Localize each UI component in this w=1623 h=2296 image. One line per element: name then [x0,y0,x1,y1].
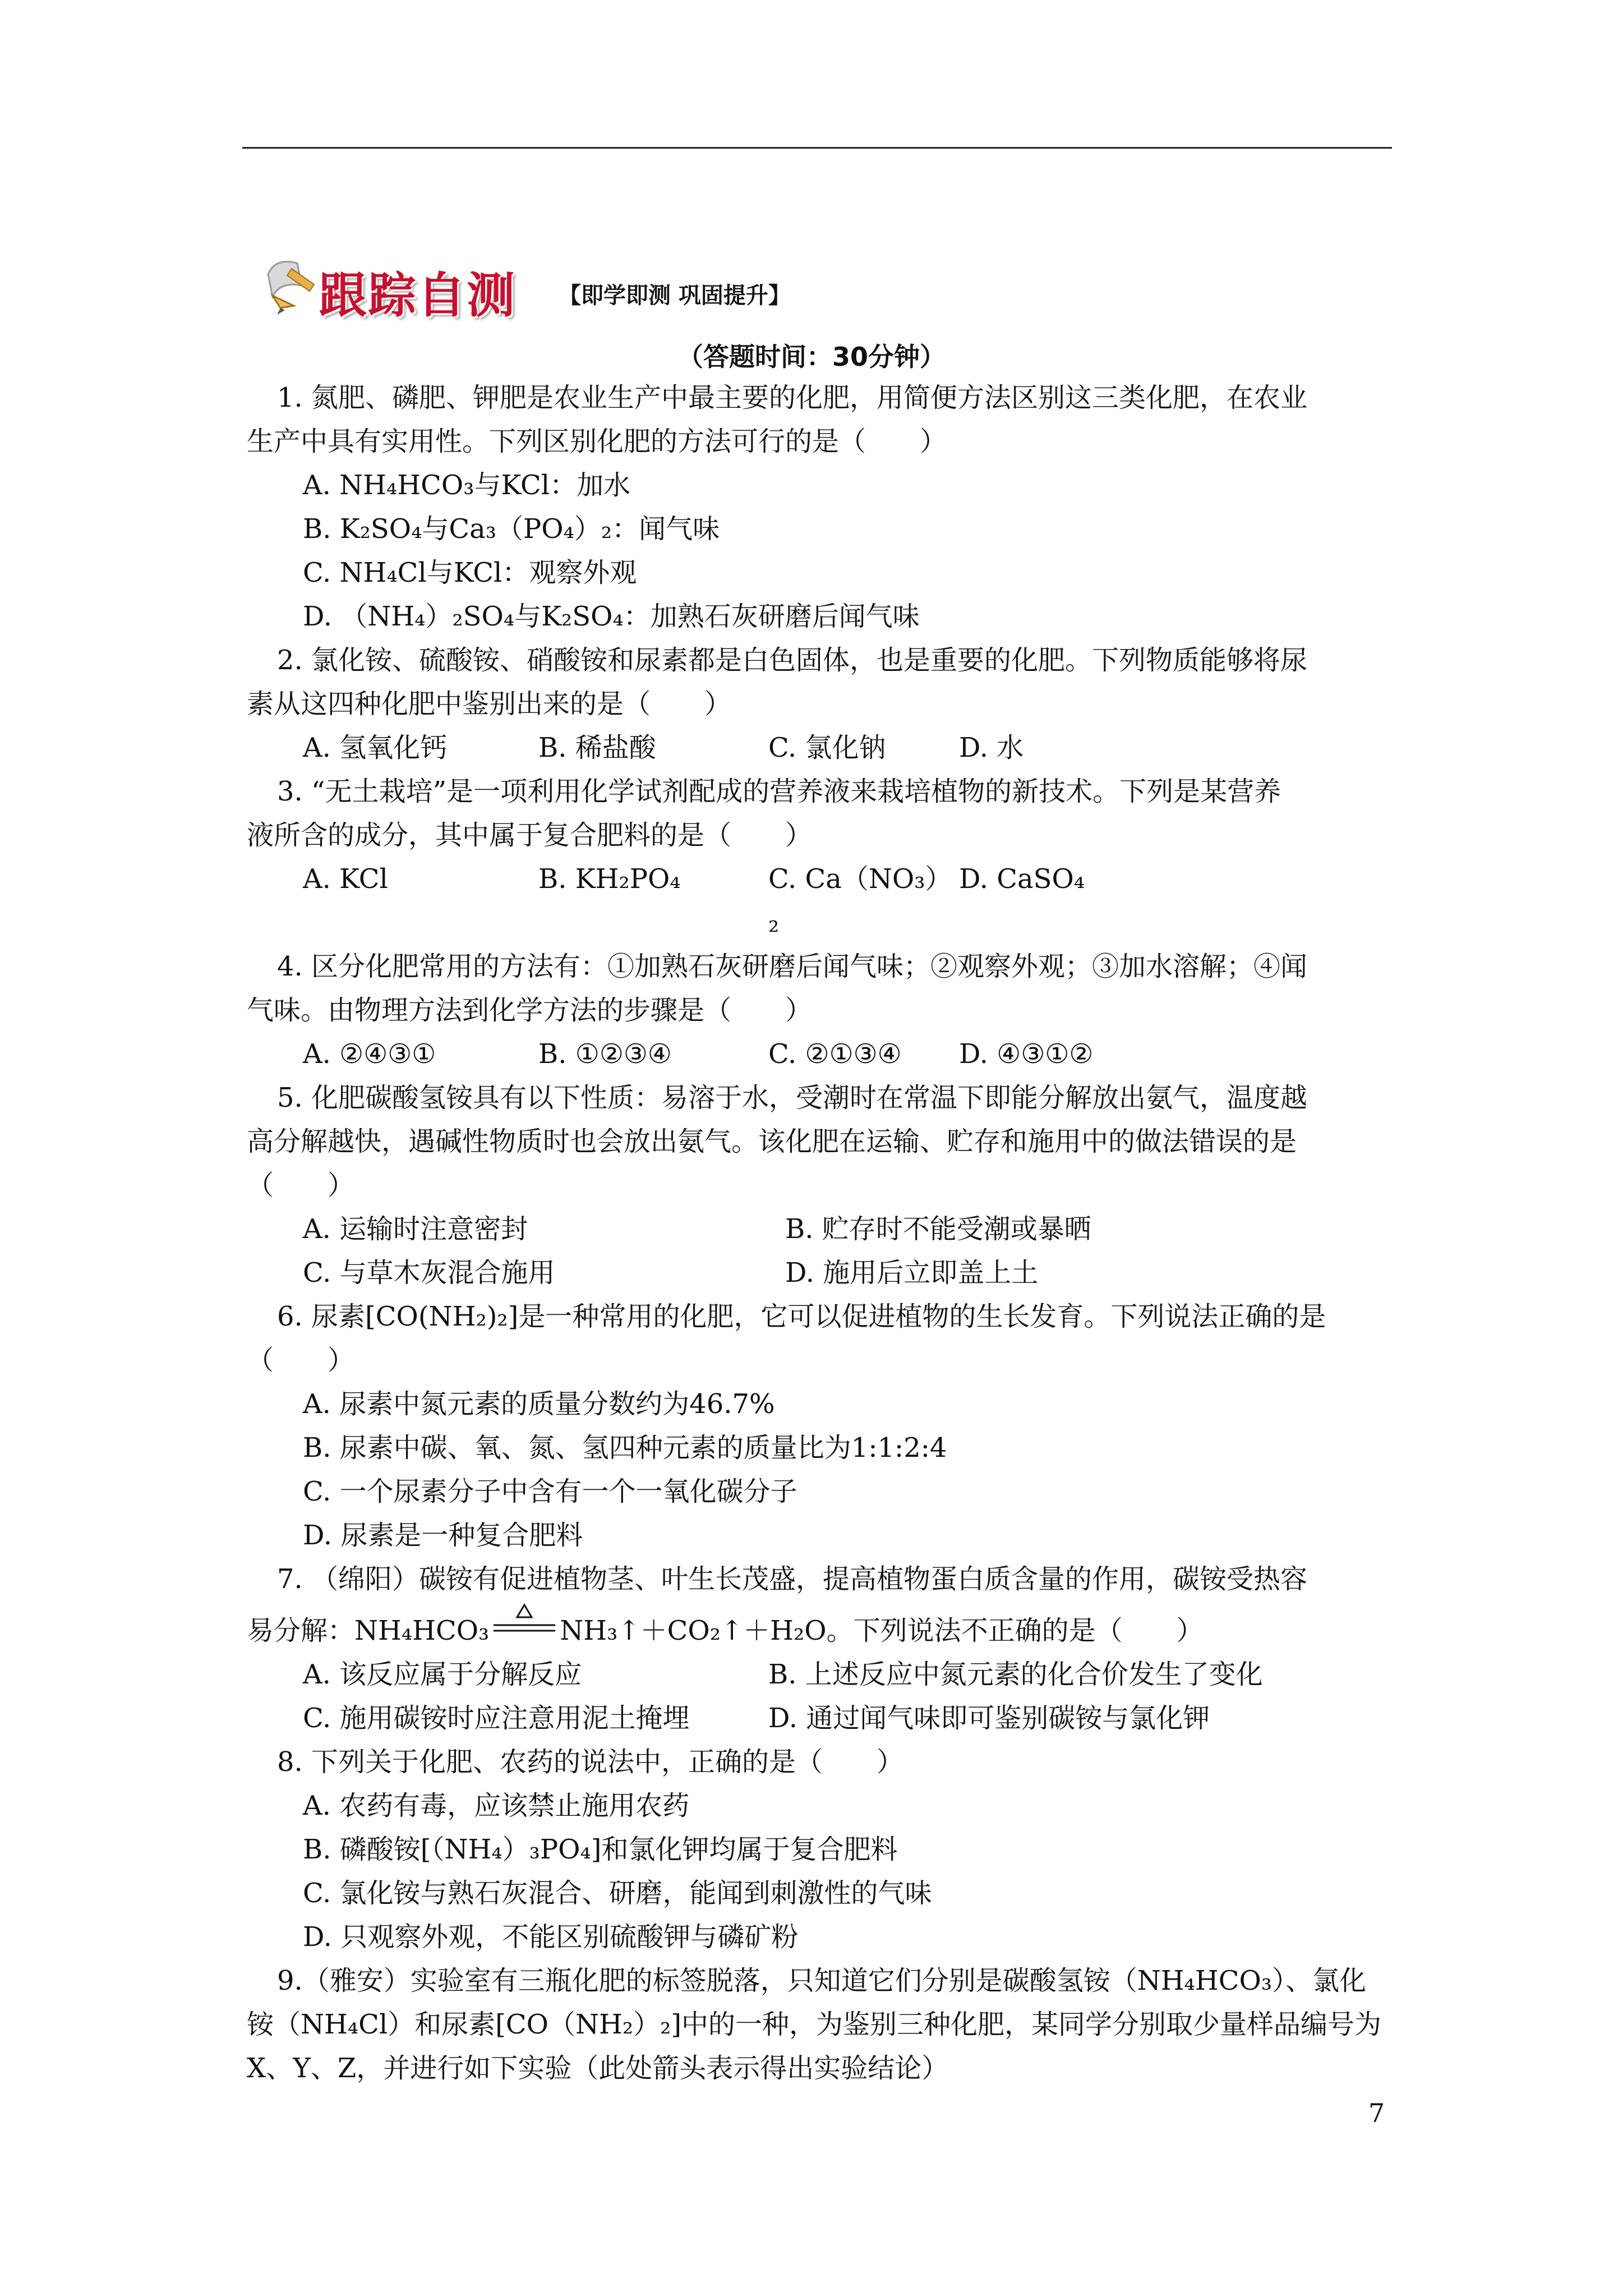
question-5-stem-line-3: （ ） [247,1170,355,1201]
question-7-options-row-2 [247,1696,1396,1740]
page-number: 7 [1368,2098,1385,2128]
question-6-option-c: C. 一个尿素分子中含有一个一氧化碳分子 [303,1476,797,1507]
question-5-option-a: A. 运输时注意密封 [303,1213,528,1245]
question-6-option-a: A. 尿素中氮元素的质量分数约为46.7% [303,1388,775,1420]
question-1-option-b: B. K₂SO₄与Ca₃（PO₄）₂：闻气味 [303,513,720,545]
question-7-equation-reactant: 易分解：NH₄HCO₃ [247,1615,490,1646]
question-3-stem-line-2: 液所含的成分，其中属于复合肥料的是（ ） [247,820,813,851]
question-4-option-b: B. ①②③④ [538,1038,672,1070]
question-3-options [247,857,1396,945]
question-5-option-c: C. 与草木灰混合施用 [303,1257,555,1289]
question-8-option-a: A. 农药有毒，应该禁止施用农药 [303,1790,690,1821]
question-3-stem-line-1: 3. “无土栽培”是一项利用化学试剂配成的营养液来栽培植物的新技术。下列是某营养 [277,776,1281,807]
question-5-option-d: D. 施用后立即盖上土 [785,1257,1039,1289]
question-9-stem-line-3: X、Y、Z，并进行如下实验（此处箭头表示得出实验结论） [247,2053,949,2084]
question-2-option-a: A. 氢氧化钙 [303,732,448,763]
question-6-stem-line-2: （ ） [247,1345,355,1376]
banner [258,252,555,324]
answer-time-note: （答题时间：30分钟） [677,342,946,372]
question-4-stem-line-1: 4. 区分化肥常用的方法有：①加熟石灰研磨后闻气味；②观察外观；③加水溶解；④闻 [277,951,1308,982]
question-5-option-b: B. 贮存时不能受潮或暴晒 [785,1213,1091,1245]
question-3-option-b: B. KH₂PO₄ [538,863,681,895]
question-2-stem-line-1: 2. 氯化铵、硫酸铵、硝酸铵和尿素都是白色固体，也是重要的化肥。下列物质能够将尿 [277,645,1308,676]
question-5-options-row-1 [247,1207,1396,1251]
question-1-option-a: A. NH₄HCO₃与KCl：加水 [303,470,631,501]
question-8-option-d: D. 只观察外观，不能区别硫酸钾与磷矿粉 [303,1921,799,1953]
heating-equals-sign [491,1622,557,1644]
header-rule [242,147,1392,149]
question-3-option-c: C. Ca（NO₃）₂ [768,863,952,938]
question-1-stem-line-2: 生产中具有实用性。下列区别化肥的方法可行的是（ ） [247,426,947,457]
question-7-equation-line [247,1609,1396,1653]
question-2-options [247,726,1396,770]
question-6-option-d: D. 尿素是一种复合肥料 [303,1520,583,1551]
question-5-stem-line-2: 高分解越快，遇碱性物质时也会放出氨气。该化肥在运输、贮存和施用中的做法错误的是 [247,1126,1297,1157]
question-4-options [247,1032,1396,1076]
banner-subtitle: 【即学即测 巩固提升】 [559,282,791,309]
question-2-option-b: B. 稀盐酸 [538,732,656,763]
question-2-option-d: D. 水 [959,732,1024,763]
section-header [258,251,791,324]
question-8-stem-line-1: 8. 下列关于化肥、农药的说法中，正确的是（ ） [277,1746,904,1778]
question-7-stem-line-1: 7. （绵阳）碳铵有促进植物茎、叶生长茂盛，提高植物蛋白质含量的作用，碳铵受热容 [277,1563,1308,1595]
question-9-stem-line-2: 铵（NH₄Cl）和尿素[CO（NH₂）₂]中的一种，为鉴别三种化肥，某同学分别取少量样品编号为 [247,2009,1382,2040]
question-4-option-c: C. ②①③④ [768,1038,902,1070]
question-4-option-d: D. ④③①② [959,1038,1094,1070]
question-7-option-a: A. 该反应属于分解反应 [303,1659,582,1690]
question-7-option-b: B. 上述反应中氮元素的化合价发生了变化 [768,1659,1263,1690]
question-2-stem-line-2: 素从这四种化肥中鉴别出来的是（ ） [247,688,732,720]
question-8-option-c: C. 氯化铵与熟石灰混合、研磨，能闻到刺激性的气味 [303,1878,932,1909]
question-5-options-row-2 [247,1251,1396,1295]
question-1-option-c: C. NH₄Cl与KCl：观察外观 [303,557,637,588]
question-7-options-row-1 [247,1653,1396,1696]
question-4-stem-line-2: 气味。由物理方法到化学方法的步骤是（ ） [247,995,813,1026]
question-7-option-d: D. 通过闻气味即可鉴别碳铵与氯化钾 [768,1703,1210,1734]
question-1-option-d: D. （NH₄）₂SO₄与K₂SO₄：加熟石灰研磨后闻气味 [303,601,920,632]
question-list [247,376,1396,2090]
question-6-option-b: B. 尿素中碳、氧、氮、氢四种元素的质量比为1:1:2:4 [303,1432,947,1464]
question-3-option-a: A. KCl [303,863,388,895]
question-7-equation-products: NH₃↑＋CO₂↑＋H₂O。下列说法不正确的是（ ） [560,1615,1204,1646]
question-8-option-b: B. 磷酸铵[（NH₄）₃PO₄]和氯化钾均属于复合肥料 [303,1834,898,1865]
question-4-option-a: A. ②④③① [303,1038,436,1070]
question-3-option-d: D. CaSO₄ [959,863,1085,895]
question-7-option-c: C. 施用碳铵时应注意用泥土掩埋 [303,1703,690,1734]
question-6-stem-line-1: 6. 尿素[CO(NH₂)₂]是一种常用的化肥，它可以促进植物的生长发育。下列说法正确的是 [277,1301,1326,1332]
question-2-option-c: C. 氯化钠 [768,732,886,763]
question-9-stem-line-1: 9.（雅安）实验室有三瓶化肥的标签脱落，只知道它们分别是碳酸氢铵（NH₄HCO₃）、氯化 [277,1965,1367,1996]
question-1-stem-line-1: 1. 氮肥、磷肥、钾肥是农业生产中最主要的化肥，用简便方法区别这三类化肥，在农业 [277,382,1308,413]
banner-title: 跟踪自测 [319,268,516,324]
question-5-stem-line-1: 5. 化肥碳酸氢铵具有以下性质：易溶于水，受潮时在常温下即能分解放出氨气，温度越 [277,1082,1308,1114]
